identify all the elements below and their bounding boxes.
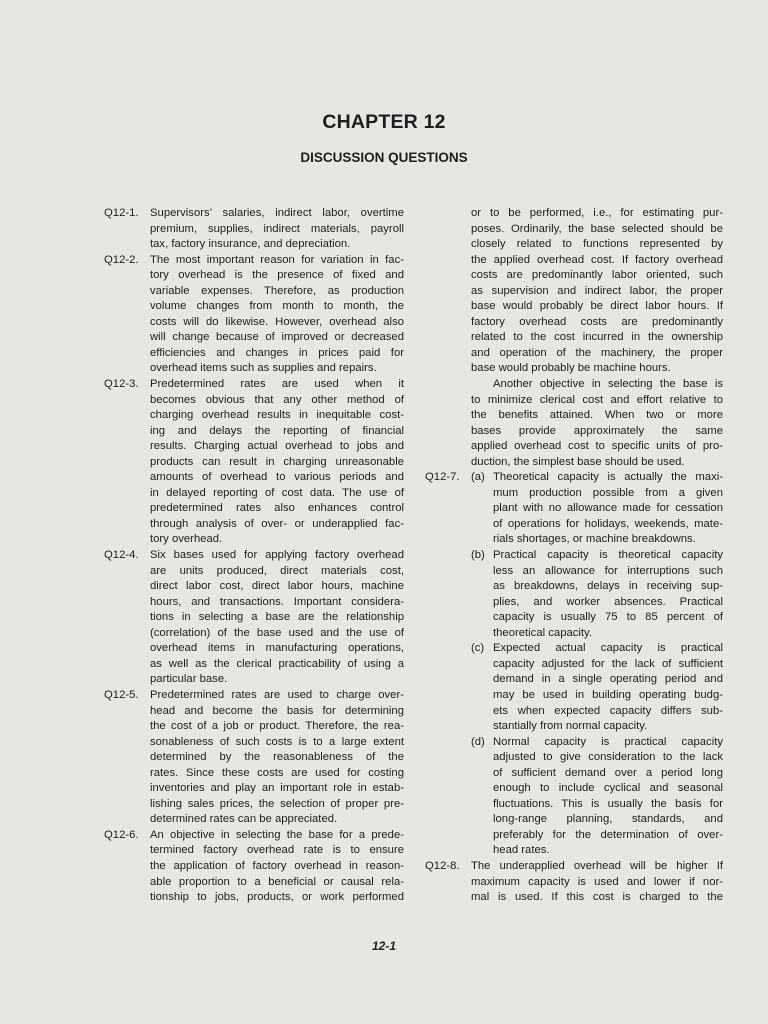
text-line: rates. Since these costs are used for costing (150, 766, 404, 779)
text-line: less an allowance for interruptions such (493, 564, 723, 577)
question-text (150, 548, 404, 688)
text-line: Theoretical capacity is actually the maxi- (493, 471, 723, 484)
text-line: as supervision and indirect labor, the proper (471, 284, 723, 297)
text-line: Normal capacity is practical capacity (493, 735, 723, 748)
text-line: of operations for holidays, weekends, mate- (493, 517, 723, 530)
question-label: Q12-1. (104, 207, 139, 219)
question-label: Q12-7. (425, 471, 460, 484)
text-line: variable expenses. Therefore, as production (150, 284, 404, 297)
text-line: base would probably be direct labor hours. If (471, 300, 723, 313)
subitem-text (493, 548, 723, 641)
question-q12-4 (104, 548, 404, 688)
page-number: 12-1 (371, 939, 397, 953)
text-line: tax, factory insurance, and depreciation. (150, 238, 351, 251)
text-line: determined by the reasonableness of the (150, 751, 404, 764)
right-column (425, 206, 723, 906)
text-line: Predetermined rates are used to charge over- (150, 688, 404, 701)
text-line: mum production possible from a given (493, 486, 723, 499)
question-q12-6 (104, 828, 404, 906)
question-text (150, 828, 404, 906)
text-line: volume changes from month to month, the (150, 300, 404, 313)
text-line: becomes obvious that any other method of (150, 393, 404, 406)
text-line: will change because of improved or decreased (150, 331, 404, 344)
text-line: charging overhead results in inequitable cost- (150, 409, 404, 422)
text-line: preferably for the determination of over- (493, 828, 723, 841)
text-line: costs will do likewise. However, overhead also (150, 315, 404, 328)
section-title: DISCUSSION QUESTIONS (300, 150, 468, 165)
text-line: capacity adjusted for the lack of sufficient (493, 657, 723, 670)
text-line: amounts of overhead to various periods and (150, 471, 404, 484)
question-label: Q12-6. (104, 828, 139, 841)
subitem-a (471, 470, 723, 548)
text-line: applied overhead cost to specific units of pro- (471, 440, 723, 453)
text-line: poses. Ordinarily, the base selected should be (471, 222, 723, 235)
text-line: in delayed reporting of cost data. The use of (150, 486, 404, 499)
question-q12-6-continued (425, 206, 723, 470)
text-line: (correlation) of the base used and the use of (150, 626, 404, 639)
text-line: predetermined rates also enhances control (150, 502, 404, 515)
text-line: or to be performed, i.e., for estimating pur- (471, 207, 723, 219)
subitem-b (471, 548, 723, 641)
text-line: tory overhead is the presence of fixed and (150, 269, 404, 282)
text-line: as well as the clerical practicability of using a (150, 657, 404, 670)
text-line: particular base. (150, 673, 228, 686)
text-line: to minimize clerical cost and effort relative to (471, 393, 723, 406)
text-line: costs are predominantly labor oriented, such (471, 269, 723, 282)
subitem-text (493, 735, 723, 859)
text-line: head and become the basis for determining (150, 704, 404, 717)
text-line: overhead items in manufacturing operations, (150, 642, 404, 655)
text-line: efficiencies and changes in prices paid for (150, 346, 404, 359)
text-line: Predetermined rates are used when it (150, 378, 404, 391)
text-line: Six bases used for applying factory overhead (150, 549, 404, 562)
text-line: the cost of a job or product. Therefore, the rea- (150, 720, 404, 733)
subitem-label: (b) (471, 549, 485, 562)
text-line: premium, supplies, indirect materials, payroll (150, 222, 404, 235)
text-line: able proportion to a beneficial or causal rela- (150, 875, 404, 888)
text-line: ets when expected capacity differs sub- (493, 704, 723, 717)
text-line: the application of factory overhead in reason- (150, 859, 404, 872)
text-line: An objective in selecting the base for a prede- (150, 828, 404, 841)
subitem-c (471, 641, 723, 734)
text-line: bases provide approximately the same (471, 424, 723, 437)
text-line: related to the cost incurred in the ownership (471, 331, 723, 344)
question-q12-8 (425, 859, 723, 906)
text-line: of sufficient demand over a period long (493, 766, 723, 779)
question-q12-3 (104, 377, 404, 548)
text-line: are units produced, direct materials cost, (150, 564, 404, 577)
question-text (150, 253, 404, 377)
text-line: ing and delays the reporting of financial (150, 424, 404, 437)
text-line: results. Charging actual overhead to jobs and (150, 440, 404, 453)
text-line: tions in selecting a base are the relationship (150, 611, 404, 624)
text-line: fluctuations. This is usually the basis for (493, 797, 723, 810)
text-line: through analysis of over- or underapplied fac- (150, 517, 404, 530)
text-line: as breakdowns, delays in receiving sup- (493, 580, 723, 593)
question-q12-7 (425, 470, 723, 859)
text-line: rials shortages, or machine breakdowns. (493, 533, 696, 546)
question-text (150, 377, 404, 548)
text-line: sonableness of such costs is to a large extent (150, 735, 404, 748)
text-line: overhead items such as supplies and repairs. (150, 362, 377, 375)
subitem-label: (d) (471, 735, 485, 748)
text-line: and operation of the machinery, the proper (471, 346, 723, 359)
subitem-text (493, 641, 723, 734)
text-line: capacity is usually 75 to 85 percent of (493, 611, 723, 624)
text-line: the applied overhead cost. If factory overhead (471, 253, 723, 266)
text-line: stantially from normal capacity. (493, 720, 648, 733)
subitem-label: (a) (471, 471, 485, 484)
subitem-d (471, 735, 723, 859)
text-line: Another objective in selecting the base is (493, 378, 723, 391)
text-line: adjusted to give consideration to the lack (493, 751, 723, 764)
question-label: Q12-3. (104, 378, 139, 391)
question-label: Q12-5. (104, 688, 139, 701)
chapter-title: CHAPTER 12 (322, 111, 446, 133)
text-line: plies, and worker absences. Practical (493, 595, 723, 608)
text-line: theoretical capacity. (493, 626, 593, 639)
text-line: factory overhead costs are predominantly (471, 315, 723, 328)
text-line: lishing sales prices, the selection of proper pre- (150, 797, 404, 810)
text-line: determined rates can be appreciated. (150, 813, 338, 826)
question-text (150, 688, 404, 828)
text-line: head rates. (493, 844, 550, 857)
question-text (471, 859, 723, 906)
text-line: Expected actual capacity is practical (493, 642, 723, 655)
text-line: tionship to jobs, products, or work performed (150, 891, 404, 904)
text-line: mal is used. If this cost is charged to the (471, 891, 723, 904)
left-column (104, 206, 404, 906)
text-line: enough to include cyclical and seasonal (493, 782, 723, 795)
question-label: Q12-2. (104, 253, 139, 266)
question-q12-2 (104, 253, 404, 377)
text-line: may be used in building operating budg- (493, 688, 723, 701)
text-line: termined factory overhead rate is to ensure (150, 844, 404, 857)
text-line: products can result in charging unreasonable (150, 455, 404, 468)
text-line: Practical capacity is theoretical capacity (493, 549, 723, 562)
text-line: direct labor cost, direct labor hours, machine (150, 580, 404, 593)
text-line: Supervisors’ salaries, indirect labor, overtime (150, 207, 404, 219)
question-label: Q12-8. (425, 859, 460, 872)
text-line: duction, the simplest base should be used. (471, 455, 685, 468)
text-line: inventories and play an important role in estab- (150, 782, 404, 795)
text-line: plant with no allowance made for cessation (493, 502, 723, 515)
subitem-label: (c) (471, 642, 485, 655)
question-subitems (471, 470, 723, 859)
text-line: maximum capacity is used and lower if nor- (471, 875, 723, 888)
text-line: demand in a single operating period and (493, 673, 723, 686)
subitem-text (493, 470, 723, 548)
text-line: tory overhead. (150, 533, 223, 546)
text-line: base would probably be machine hours. (471, 362, 671, 375)
question-text (150, 206, 404, 253)
text-line: long-range planning, standards, and (493, 813, 723, 826)
text-line: The underapplied overhead will be higher If (471, 859, 723, 872)
text-line: The most important reason for variation in fac- (150, 253, 404, 266)
text-line: hours, and transactions. Important considera- (150, 595, 404, 608)
text-line: closely related to functions represented by (471, 238, 723, 251)
text-line: the benefits attained. When two or more (471, 409, 723, 422)
question-q12-1 (104, 206, 404, 253)
question-label: Q12-4. (104, 549, 139, 562)
question-q12-5 (104, 688, 404, 828)
